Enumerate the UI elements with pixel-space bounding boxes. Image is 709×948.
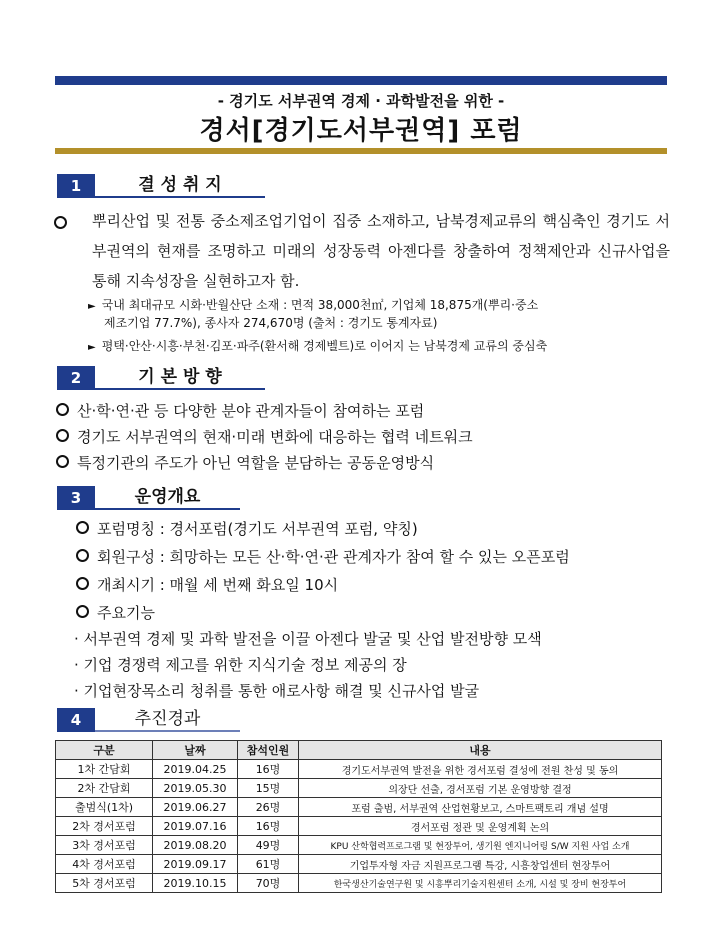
circle-bullet-icon: [76, 577, 89, 590]
table-cell: 16명: [238, 817, 299, 836]
column-header: 참석인원: [238, 741, 299, 760]
triangle-bullet-icon: ►: [88, 342, 96, 353]
table-row: [56, 874, 662, 893]
table-row: [56, 760, 662, 779]
table-row: [56, 855, 662, 874]
section-3-heading: [57, 486, 242, 510]
section-2-heading: [57, 366, 267, 390]
table-cell: 2019.06.27: [153, 798, 238, 817]
circle-bullet-icon: [56, 455, 69, 468]
table-cell: 포럼 출범, 서부권역 산업현황보고, 스마트팩토리 개념 설명: [299, 798, 662, 817]
table-cell: 61명: [238, 855, 299, 874]
table-row: [56, 836, 662, 855]
overview-item: [76, 518, 418, 540]
circle-bullet-icon: [56, 403, 69, 416]
note-1-continued: [104, 315, 678, 331]
table-row: [56, 798, 662, 817]
circle-bullet-icon: [76, 549, 89, 562]
item-text: 주요기능: [97, 604, 155, 622]
column-header: 구분: [56, 741, 153, 760]
section-number: 3: [57, 486, 95, 510]
table-cell: 49명: [238, 836, 299, 855]
table-cell: KPU 산학협력프로그램 및 현장투어, 생기원 엔지니어링 S/W 지원 사업 소개: [299, 836, 662, 855]
table-cell: 2019.04.25: [153, 760, 238, 779]
note-text: 국내 최대규모 시화·반월산단 소재 : 면적 38,000천㎡, 기업체 18,875개(뿌리·중소: [101, 298, 539, 312]
note-1: [88, 297, 678, 315]
table-cell: 2019.07.16: [153, 817, 238, 836]
note-text: 평택·안산·시흥·부천·김포·파주(환서해 경제벨트)로 이어지 는 남북경제 교류의 중심축: [101, 339, 548, 353]
item-text: 회원구성 : 희망하는 모든 산·학·연·관 관계자가 참여 할 수 있는 오픈포럼: [97, 548, 570, 566]
function-item: · 기업 경쟁력 제고를 위한 지식기술 정보 제공의 장: [74, 656, 407, 674]
direction-item: [56, 452, 434, 474]
section-title: 추진경과: [95, 708, 240, 732]
header-bottom-bar: [55, 148, 667, 154]
progress-table: [55, 740, 662, 893]
item-text: 산·학·연·관 등 다양한 분야 관계자들이 참여하는 포럼: [77, 402, 425, 420]
table-cell: 의장단 선출, 경서포럼 기본 운영방향 결정: [299, 779, 662, 798]
overview-item: [76, 602, 155, 624]
direction-item: [56, 426, 473, 448]
note-2: [88, 338, 678, 356]
table-cell: 경기도서부권역 발전을 위한 경서포럼 결성에 전원 찬성 및 동의: [299, 760, 662, 779]
column-header: 날짜: [153, 741, 238, 760]
table-cell: 2차 간담회: [56, 779, 153, 798]
table-cell: 26명: [238, 798, 299, 817]
table-cell: 한국생산기술연구원 및 시흥뿌리기술지원센터 소개, 시설 및 장비 현장투어: [299, 874, 662, 893]
table-row: [56, 817, 662, 836]
table-cell: 2019.09.17: [153, 855, 238, 874]
table-cell: 2019.05.30: [153, 779, 238, 798]
overview-item: [76, 546, 570, 568]
table-cell: 2019.10.15: [153, 874, 238, 893]
table-cell: 경서포럼 정관 및 운영계획 논의: [299, 817, 662, 836]
section-title: 결 성 취 지: [95, 174, 265, 198]
item-text: 특정기관의 주도가 아닌 역할을 분담하는 공동운영방식: [77, 454, 435, 472]
section-title: 기 본 방 향: [95, 366, 265, 390]
paragraph-text: 뿌리산업 및 전통 중소제조업기업이 집중 소재하고, 남북경제교류의 핵심축인 경기도 서부권역의 현재를 조명하고 미래의 성장동력 아젠다를 창출하여 정책제안과 신규사업을 통해 지속성장을 실현하고자 함.: [92, 212, 670, 290]
function-item: · 기업현장목소리 청취를 통한 애로사항 해결 및 신규사업 발굴: [74, 682, 480, 700]
section-4-heading: [57, 708, 242, 732]
header-title: 경서[경기도서부권역] 포럼: [199, 116, 523, 146]
circle-bullet-icon: [76, 521, 89, 534]
item-text: 포럼명칭 : 경서포럼(경기도 서부권역 포럼, 약칭): [97, 520, 418, 538]
header-top-bar: [55, 76, 667, 85]
overview-item: [76, 574, 338, 596]
table-cell: 70명: [238, 874, 299, 893]
direction-item: [56, 400, 424, 422]
table-cell: 16명: [238, 760, 299, 779]
section-title: 운영개요: [95, 486, 240, 510]
table-cell: 2019.08.20: [153, 836, 238, 855]
item-text: 경기도 서부권역의 현재·미래 변화에 대응하는 협력 네트워크: [77, 428, 473, 446]
table-cell: 3차 경서포럼: [56, 836, 153, 855]
table-cell: 5차 경서포럼: [56, 874, 153, 893]
item-text: 개최시기 : 매월 세 번째 화요일 10시: [97, 576, 339, 594]
table-cell: 15명: [238, 779, 299, 798]
column-header: 내용: [299, 741, 662, 760]
table-row: [56, 779, 662, 798]
function-item: · 서부권역 경제 및 과학 발전을 이끌 아젠다 발굴 및 산업 발전방향 모색: [74, 630, 542, 648]
table-cell: 1차 간담회: [56, 760, 153, 779]
table-header-row: [56, 741, 662, 760]
circle-bullet-icon: [56, 429, 69, 442]
section-1-heading: [57, 174, 267, 198]
header-subtitle: - 경기도 서부권역 경제 · 과학발전을 위한 -: [217, 92, 505, 110]
section-1-paragraph: [92, 206, 670, 296]
circle-bullet-icon: [76, 605, 89, 618]
table-cell: 4차 경서포럼: [56, 855, 153, 874]
circle-bullet-icon: [54, 216, 67, 229]
triangle-bullet-icon: ►: [88, 301, 96, 312]
note-text: 제조기업 77.7%), 종사자 274,670명 (출처 : 경기도 통계자료): [104, 316, 438, 330]
table-cell: 2차 경서포럼: [56, 817, 153, 836]
table-cell: 출범식(1차): [56, 798, 153, 817]
section-number: 4: [57, 708, 95, 732]
section-number: 2: [57, 366, 95, 390]
table-cell: 기업투자형 자금 지원프로그램 특강, 시흥창업센터 현장투어: [299, 855, 662, 874]
section-number: 1: [57, 174, 95, 198]
